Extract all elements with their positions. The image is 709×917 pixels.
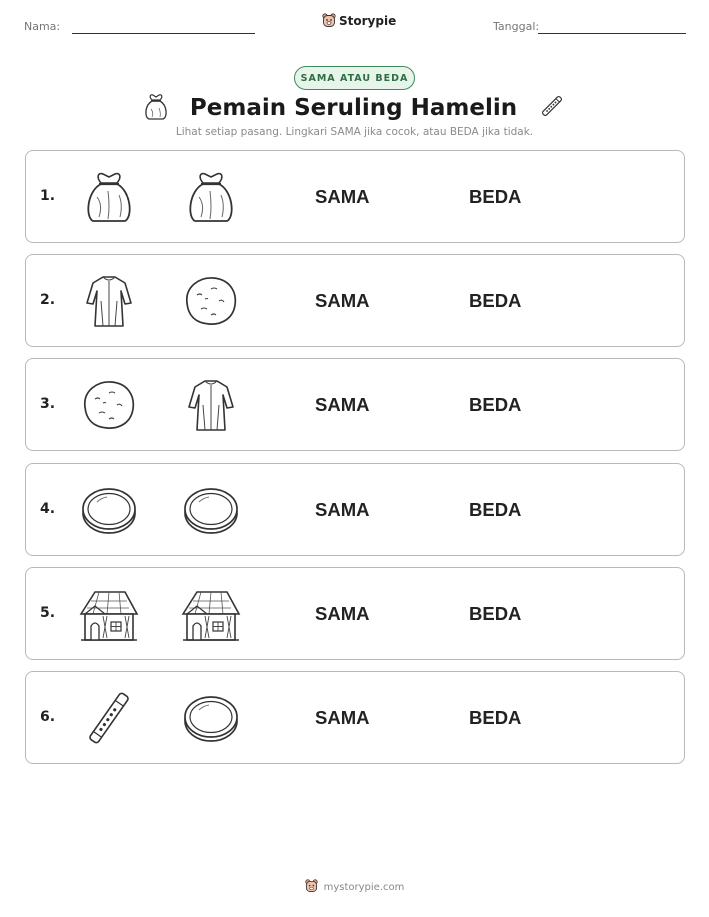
coin-icon — [79, 480, 139, 540]
date-label: Tanggal: — [493, 20, 540, 33]
coin-icon — [181, 688, 241, 748]
long-robe-icon — [181, 375, 241, 435]
question-row — [25, 671, 685, 764]
recorder-flute-icon — [79, 688, 139, 748]
beda-option[interactable]: BEDA — [469, 602, 522, 624]
question-list — [25, 150, 685, 775]
question-number: 1. — [40, 188, 56, 204]
brand-name: Storypie — [339, 13, 397, 28]
instructions: Lihat setiap pasang. Lingkari SAMA jika cocok, atau BEDA jika tidak. — [175, 126, 534, 138]
title-row — [0, 90, 709, 126]
sama-option[interactable]: SAMA — [315, 186, 370, 207]
beda-option[interactable]: BEDA — [469, 498, 522, 520]
activity-badge: SAMA ATAU BEDA — [294, 66, 415, 90]
coin-icon — [181, 480, 241, 540]
cottage-icon — [181, 584, 241, 644]
question-row — [25, 254, 685, 347]
page-title: Pemain Seruling Hamelin — [189, 95, 518, 121]
sama-option[interactable]: SAMA — [315, 394, 370, 416]
sama-option[interactable]: SAMA — [315, 706, 370, 728]
question-number: 5. — [40, 604, 56, 621]
beda-option[interactable]: BEDA — [469, 186, 522, 207]
question-number: 6. — [40, 708, 56, 725]
storypie-bear-logo-icon — [305, 878, 318, 897]
sama-option[interactable]: SAMA — [315, 290, 370, 312]
question-number: 3. — [40, 396, 56, 413]
bread-loaf-icon — [79, 375, 139, 435]
cottage-icon — [79, 584, 139, 644]
brand — [322, 13, 396, 28]
beda-option[interactable]: BEDA — [469, 290, 522, 312]
question-row — [25, 150, 685, 243]
name-label: Nama: — [24, 20, 61, 33]
question-number: 4. — [40, 500, 56, 517]
date-line[interactable] — [538, 33, 686, 34]
question-number: 2. — [40, 292, 56, 309]
footer — [0, 878, 709, 897]
question-row — [25, 463, 685, 556]
sama-option[interactable]: SAMA — [315, 602, 370, 624]
beda-option[interactable]: BEDA — [469, 706, 522, 728]
bread-loaf-icon — [181, 271, 241, 331]
name-line[interactable] — [72, 33, 255, 34]
storypie-bear-logo-icon — [322, 13, 336, 28]
question-row — [25, 358, 685, 451]
beda-option[interactable]: BEDA — [469, 394, 522, 416]
recorder-flute-icon — [537, 91, 567, 125]
money-bag-icon — [181, 167, 241, 227]
sama-option[interactable]: SAMA — [315, 498, 370, 520]
footer-url[interactable]: mystorypie.com — [323, 882, 405, 893]
money-bag-icon — [142, 91, 170, 125]
question-row — [25, 567, 685, 660]
money-bag-icon — [79, 167, 139, 227]
long-robe-icon — [79, 271, 139, 331]
